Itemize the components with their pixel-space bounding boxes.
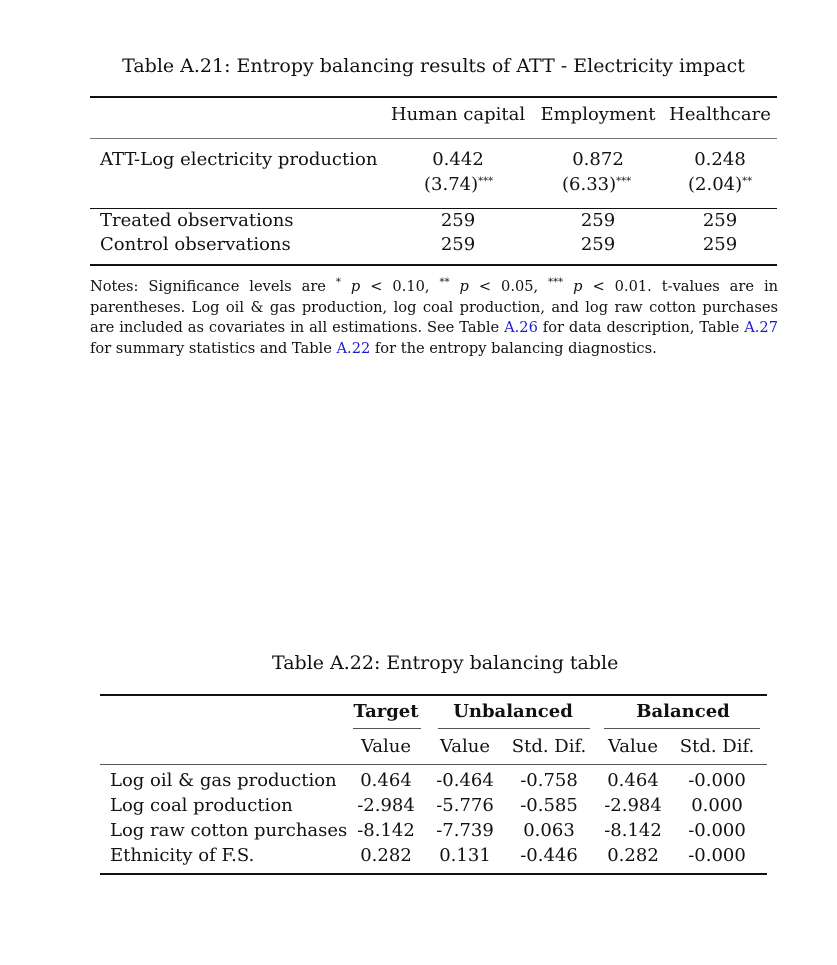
group-header-target: Target bbox=[353, 701, 419, 722]
table-cell: 0.282 bbox=[607, 845, 659, 866]
header-employment: Employment bbox=[540, 104, 656, 125]
group-header-balanced: Balanced bbox=[636, 701, 730, 722]
table-cell: 0.464 bbox=[360, 770, 412, 791]
control-value-healthcare: 259 bbox=[702, 234, 738, 255]
table-cell: 0.063 bbox=[523, 820, 575, 841]
link-table-a27[interactable]: A.27 bbox=[744, 319, 778, 336]
control-observations-label: Control observations bbox=[100, 234, 291, 255]
header-healthcare: Healthcare bbox=[669, 104, 771, 125]
significance-stars: ** bbox=[742, 176, 753, 187]
table-a21-bottom-rule bbox=[90, 264, 777, 266]
table-cell: -0.464 bbox=[436, 770, 494, 791]
subheader-balanced-stddif: Std. Dif. bbox=[679, 736, 755, 757]
unbalanced-group-rule bbox=[438, 728, 590, 729]
subheader-target-value: Value bbox=[360, 736, 412, 757]
table-a22-header-rule bbox=[100, 764, 767, 765]
treated-observations-label: Treated observations bbox=[100, 210, 294, 231]
table-cell: -0.446 bbox=[520, 845, 578, 866]
treated-value-employment: 259 bbox=[580, 210, 616, 231]
table-cell: 0.282 bbox=[360, 845, 412, 866]
table-row-label: Log raw cotton purchases bbox=[110, 820, 348, 841]
link-table-a26[interactable]: A.26 bbox=[504, 319, 538, 336]
tvalue-employment: (6.33)*** bbox=[562, 174, 632, 195]
table-cell: -5.776 bbox=[436, 795, 494, 816]
table-a22-top-rule bbox=[100, 694, 767, 696]
table-cell: 0.000 bbox=[691, 795, 743, 816]
table-cell: 0.464 bbox=[607, 770, 659, 791]
treated-value-healthcare: 259 bbox=[702, 210, 738, 231]
table-a21-header-rule bbox=[90, 138, 777, 139]
table-a22-caption: Table A.22: Entropy balancing table bbox=[272, 652, 619, 674]
table-a22-bottom-rule bbox=[100, 873, 767, 875]
table-cell: -2.984 bbox=[604, 795, 662, 816]
table-cell: -8.142 bbox=[604, 820, 662, 841]
table-cell: -0.000 bbox=[688, 845, 746, 866]
table-a21-caption: Table A.21: Entropy balancing results of ATT - Electricity impact bbox=[122, 55, 745, 77]
tvalue-healthcare: (2.04)** bbox=[688, 174, 753, 195]
significance-stars: *** bbox=[478, 176, 494, 187]
table-cell: -0.000 bbox=[688, 820, 746, 841]
table-cell: -8.142 bbox=[357, 820, 415, 841]
table-cell: -0.000 bbox=[688, 770, 746, 791]
table-row-label: Log oil & gas production bbox=[110, 770, 337, 791]
table-cell: 0.131 bbox=[439, 845, 491, 866]
header-human-capital: Human capital bbox=[390, 104, 526, 125]
balanced-group-rule bbox=[604, 728, 760, 729]
table-cell: -2.984 bbox=[357, 795, 415, 816]
att-value-employment: 0.872 bbox=[572, 149, 624, 170]
table-cell: -7.739 bbox=[436, 820, 494, 841]
subheader-unbalanced-value: Value bbox=[439, 736, 491, 757]
table-a21-notes: Notes: Significance levels are * p < 0.10, ** p < 0.05, *** p < 0.01. t-values are in parentheses. Log oil & gas production, log coal production, and log raw cotton purchases are included as covariates in all estimations. See Table A.26 for data description, Table A.27 for summary statistics and Table A.22 for the entropy balancing diagnostics. bbox=[90, 277, 779, 357]
tvalue-human-capital: (3.74)*** bbox=[424, 174, 494, 195]
subheader-balanced-value: Value bbox=[607, 736, 659, 757]
table-row-label: Log coal production bbox=[110, 795, 293, 816]
significance-stars: *** bbox=[616, 176, 632, 187]
control-value-employment: 259 bbox=[580, 234, 616, 255]
subheader-unbalanced-stddif: Std. Dif. bbox=[511, 736, 587, 757]
att-value-human-capital: 0.442 bbox=[432, 149, 484, 170]
target-group-rule bbox=[353, 728, 421, 729]
table-cell: -0.758 bbox=[520, 770, 578, 791]
treated-value-human-capital: 259 bbox=[440, 210, 476, 231]
link-table-a22[interactable]: A.22 bbox=[336, 339, 371, 357]
att-value-healthcare: 0.248 bbox=[694, 149, 746, 170]
group-header-unbalanced: Unbalanced bbox=[453, 701, 573, 722]
table-a21-top-rule bbox=[90, 96, 777, 98]
att-row-label: ATT-Log electricity production bbox=[100, 149, 378, 170]
table-cell: -0.585 bbox=[520, 795, 578, 816]
table-row-label: Ethnicity of F.S. bbox=[110, 845, 255, 866]
control-value-human-capital: 259 bbox=[440, 234, 476, 255]
